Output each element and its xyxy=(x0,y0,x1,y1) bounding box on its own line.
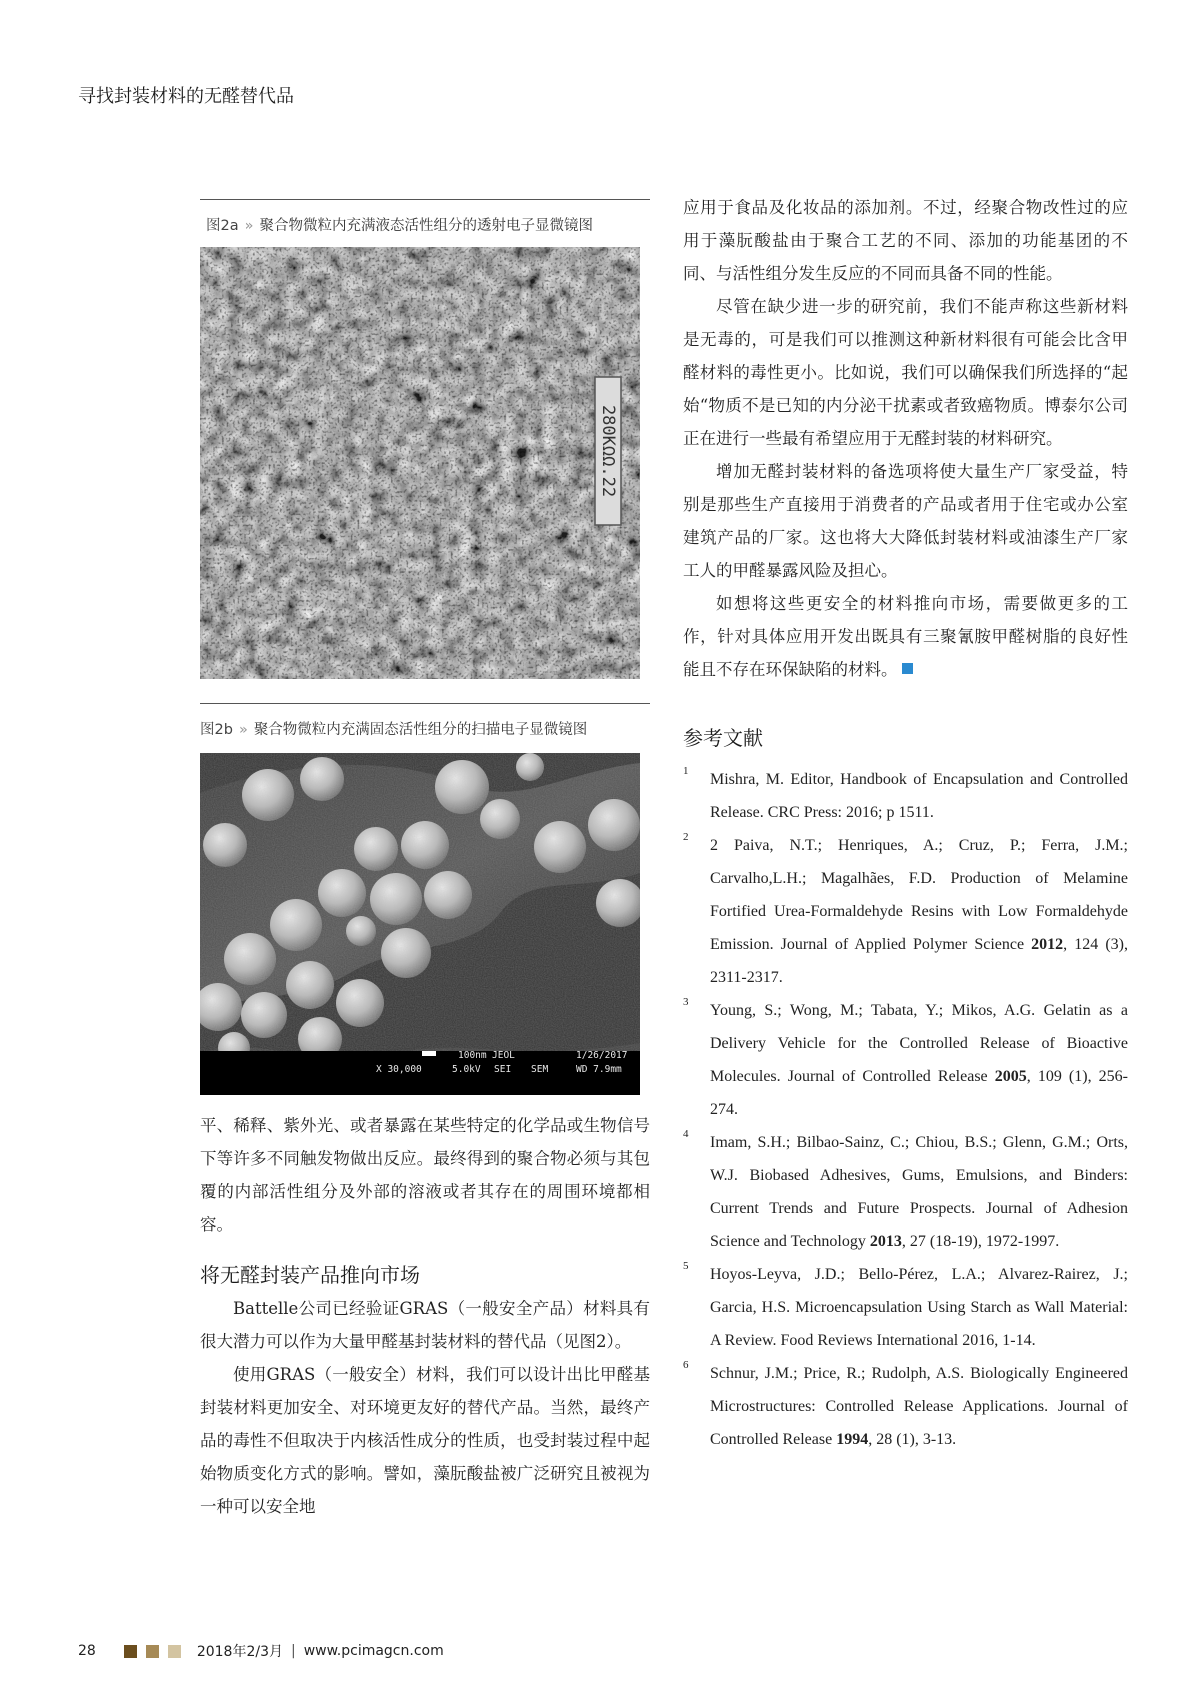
section-heading: 将无醛封装产品推向市场 xyxy=(200,1263,420,1287)
end-of-article-mark xyxy=(902,663,913,674)
figure-2b-label: 图2b xyxy=(200,722,233,738)
footer-square-medium xyxy=(146,1645,159,1658)
reference-item: 3 Young, S.; Wong, M.; Tabata, Y.; Mikos, A.G. Gelatin as a Delivery Vehicle for the Controlled Release of Bioactive Molecules. Journal of Controlled Release 2005, 109 (1), 256-274. xyxy=(683,996,1128,1118)
reference-item: 2 2 Paiva, N.T.; Henriques, A.; Cruz, P.; Ferra, J.M.; Carvalho,L.H.; Magalhães, F.D. Production of Melamine Fortified Urea-Formaldehyde Resins with Low Formaldehyde Emission. Journal of Applied Polymer Science 2012, 124 (3), 2311-2317. xyxy=(683,831,1129,986)
sem-mode-text: SEM xyxy=(531,1064,549,1075)
footer-square-dark xyxy=(124,1645,137,1658)
issue-date: 2018年2/3月 xyxy=(196,1644,283,1660)
right-paragraph-1: 应用于食品及化妆品的添加剂。不过，经聚合物改性过的应用于藻朊酸盐由于聚合工艺的不同、添加的功能基团的不同、与活性组分发生反应的不同而具备不同的性能。 xyxy=(683,198,1128,283)
right-paragraph-4 xyxy=(683,587,1128,686)
figure-2b-separator: » xyxy=(238,722,248,738)
tem-micrograph xyxy=(200,247,640,679)
figure-2b-caption xyxy=(200,704,650,739)
figure-2a-caption-text: 聚合物微粒内充满液态活性组分的透射电子显微镜图 xyxy=(259,218,593,234)
figure-2b-caption-text: 聚合物微粒内充满固态活性组分的扫描电子显微镜图 xyxy=(253,722,588,738)
figure-2a-separator: » xyxy=(244,218,254,234)
reference-item: 5 Hoyos-Leyva, J.D.; Bello-Pérez, L.A.; Alvarez-Rairez, J.; Garcia, H.S. Microencapsulation Using Starch as Wall Material: A Review. Food Reviews International 2016, 1-14. xyxy=(683,1260,1128,1349)
reference-item: 4 Imam, S.H.; Bilbao-Sainz, C.; Chiou, B.S.; Glenn, G.M.; Orts, W.J. Biobased Adhesives, Gums, Emulsions, and Binders: Current Trends and Future Prospects. Journal of Adhesion Science and Technology 2013, 27 (18-19), 1972-1997. xyxy=(683,1128,1128,1250)
footer-separator: | xyxy=(291,1643,296,1659)
sem-detector-text: SEI xyxy=(494,1064,512,1075)
figure-2a-caption xyxy=(200,200,650,235)
sem-wd-text: WD 7.9mm xyxy=(576,1064,622,1075)
right-paragraph-3: 增加无醛封装材料的备选项将使大量生产厂家受益，特别是那些生产直接用于消费者的产品或者用于住宅或办公室建筑产品的厂家。这也将大大降低封装材料或油漆生产厂家工人的甲醛暴露风险及担心。 xyxy=(683,462,1128,580)
page-number: 28 xyxy=(78,1643,96,1659)
sem-voltage-text: 5.0kV xyxy=(452,1064,481,1075)
sem-scale-text: 100nm xyxy=(458,1050,487,1061)
left-paragraph-2: Battelle公司已经验证GRAS（一般安全产品）材料具有很大潜力可以作为大量甲醛基封装材料的替代品（见图2）。 xyxy=(200,1299,650,1351)
left-column xyxy=(200,199,650,1523)
references-heading: 参考文献 xyxy=(683,726,763,750)
right-paragraph-2: 尽管在缺少进一步的研究前，我们不能声称这些新材料是无毒的，可是我们可以推测这种新材料很有可能会比含甲醛材料的毒性更小。比如说，我们可以确保我们所选择的“起始“物质不是已知的内分泌干扰素或者致癌物质。博泰尔公司正在进行一些最有希望应用于无醛封装的材料研究。 xyxy=(683,297,1128,448)
right-paragraph-4-text: 如想将这些更安全的材料推向市场，需要做更多的工作，针对具体应用开发出既具有三聚氰胺甲醛树脂的良好性能且不存在环保缺陷的材料。 xyxy=(683,594,1128,679)
references-list xyxy=(683,763,1128,1456)
sem-micrograph xyxy=(200,753,640,1095)
reference-item: 6 Schnur, J.M.; Price, R.; Rudolph, A.S. Biologically Engineered Microstructures: Controlled Release Applications. Journal of Controlled Release 1994, 28 (1), 3-13. xyxy=(683,1359,1128,1448)
running-title: 寻找封装材料的无醛替代品 xyxy=(78,86,294,107)
footer-square-light xyxy=(168,1645,181,1658)
left-paragraph-1: 平、稀释、紫外光、或者暴露在某些特定的化学品或生物信号下等许多不同触发物做出反应。最终得到的聚合物必须与其包覆的内部活性组分及外部的溶液或者其存在的周围环境都相容。 xyxy=(200,1116,650,1234)
page-footer xyxy=(78,1641,444,1661)
sem-date-text: 1/26/2017 xyxy=(576,1050,628,1061)
right-column xyxy=(683,199,1128,1456)
left-paragraph-3: 使用GRAS（一般安全）材料，我们可以设计出比甲醛基封装材料更加安全、对环境更友好的替代产品。当然，最终产品的毒性不但取决于内核活性成分的性质，也受封装过程中起始物质变化方式的影响。譬如，藻朊酸盐被广泛研究且被视为一种可以安全地 xyxy=(200,1365,650,1516)
sem-magnification-text: X 30,000 xyxy=(376,1064,422,1075)
reference-item: 1 Mishra, M. Editor, Handbook of Encapsulation and Controlled Release. CRC Press: 2016; p 1511. xyxy=(683,765,1128,821)
figure-2a-label: 图2a xyxy=(206,218,239,234)
sem-brand-text: JEOL xyxy=(492,1050,515,1061)
tem-scale-label: 280KΩΩ.22 xyxy=(598,404,618,498)
website-link[interactable]: www.pcimagcn.com xyxy=(303,1643,444,1659)
